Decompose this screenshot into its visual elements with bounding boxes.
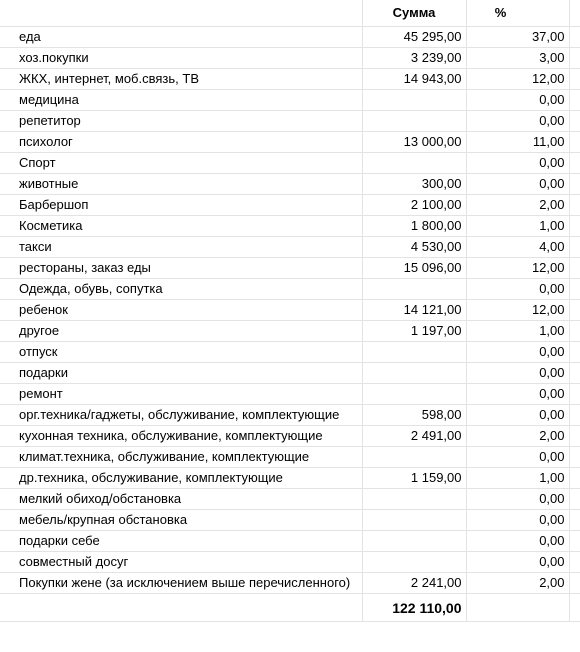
category-cell[interactable]: репетитор <box>0 111 362 132</box>
header-row <box>0 0 580 27</box>
edge-cell <box>569 468 580 489</box>
sum-cell[interactable] <box>362 510 466 531</box>
edge-cell <box>569 258 580 279</box>
edge-cell <box>569 27 580 48</box>
category-cell[interactable]: климат.техника, обслуживание, комплектующие <box>0 447 362 468</box>
edge-cell <box>569 321 580 342</box>
category-cell[interactable]: психолог <box>0 132 362 153</box>
sum-cell[interactable]: 598,00 <box>362 405 466 426</box>
sum-cell[interactable] <box>362 531 466 552</box>
percent-cell[interactable]: 4,00 <box>466 237 569 258</box>
edge-cell <box>569 300 580 321</box>
header-sum-cell[interactable]: Сумма <box>362 0 466 27</box>
category-cell[interactable]: орг.техника/гаджеты, обслуживание, комплектующие <box>0 405 362 426</box>
percent-cell[interactable]: 2,00 <box>466 573 569 594</box>
sum-cell[interactable]: 1 197,00 <box>362 321 466 342</box>
table-row <box>0 27 580 48</box>
table-row <box>0 426 580 447</box>
table-row <box>0 48 580 69</box>
edge-cell <box>569 48 580 69</box>
sum-cell[interactable] <box>362 447 466 468</box>
category-cell[interactable]: еда <box>0 27 362 48</box>
sum-cell[interactable] <box>362 111 466 132</box>
category-cell[interactable]: ЖКХ, интернет, моб.связь, ТВ <box>0 69 362 90</box>
table-row <box>0 531 580 552</box>
percent-cell[interactable]: 3,00 <box>466 48 569 69</box>
table-row <box>0 447 580 468</box>
category-cell[interactable]: Спорт <box>0 153 362 174</box>
table-row <box>0 363 580 384</box>
category-cell[interactable]: др.техника, обслуживание, комплектующие <box>0 468 362 489</box>
percent-cell[interactable]: 37,00 <box>466 27 569 48</box>
percent-cell[interactable]: 0,00 <box>466 279 569 300</box>
category-cell[interactable]: Покупки жене (за исключением выше перечисленного) <box>0 573 362 594</box>
percent-cell[interactable]: 12,00 <box>466 69 569 90</box>
table-row <box>0 342 580 363</box>
edge-cell <box>569 90 580 111</box>
edge-cell <box>569 174 580 195</box>
edge-cell <box>569 447 580 468</box>
table-row <box>0 195 580 216</box>
sum-cell[interactable]: 2 100,00 <box>362 195 466 216</box>
edge-cell <box>569 552 580 573</box>
sum-cell[interactable] <box>362 384 466 405</box>
category-cell[interactable]: другое <box>0 321 362 342</box>
edge-cell <box>569 384 580 405</box>
percent-cell[interactable]: 0,00 <box>466 111 569 132</box>
percent-cell[interactable]: 0,00 <box>466 531 569 552</box>
percent-cell[interactable]: 0,00 <box>466 174 569 195</box>
table-row <box>0 132 580 153</box>
edge-cell <box>569 405 580 426</box>
edge-cell <box>569 237 580 258</box>
sum-cell[interactable] <box>362 489 466 510</box>
edge-cell <box>569 195 580 216</box>
percent-cell[interactable]: 0,00 <box>466 363 569 384</box>
header-pct-cell[interactable]: % <box>466 0 569 27</box>
category-cell[interactable]: Косметика <box>0 216 362 237</box>
sum-cell[interactable] <box>362 90 466 111</box>
total-label-cell[interactable] <box>0 594 362 622</box>
table-row <box>0 90 580 111</box>
sum-cell[interactable]: 14 121,00 <box>362 300 466 321</box>
percent-cell[interactable]: 1,00 <box>466 468 569 489</box>
percent-cell[interactable]: 0,00 <box>466 405 569 426</box>
table-row <box>0 489 580 510</box>
table-row <box>0 468 580 489</box>
table-row <box>0 237 580 258</box>
edge-cell <box>569 363 580 384</box>
sum-cell[interactable]: 13 000,00 <box>362 132 466 153</box>
category-cell[interactable]: подарки себе <box>0 531 362 552</box>
percent-cell[interactable]: 1,00 <box>466 321 569 342</box>
category-cell[interactable]: мелкий обиход/обстановка <box>0 489 362 510</box>
sum-cell[interactable]: 1 159,00 <box>362 468 466 489</box>
percent-cell[interactable]: 0,00 <box>466 342 569 363</box>
sum-cell[interactable]: 14 943,00 <box>362 69 466 90</box>
edge-cell <box>569 510 580 531</box>
sum-cell[interactable] <box>362 363 466 384</box>
edge-cell <box>569 342 580 363</box>
edge-cell <box>569 0 580 27</box>
edge-cell <box>569 216 580 237</box>
category-cell[interactable]: животные <box>0 174 362 195</box>
percent-cell[interactable]: 0,00 <box>466 90 569 111</box>
edge-cell <box>569 132 580 153</box>
category-cell[interactable]: Одежда, обувь, сопутка <box>0 279 362 300</box>
table-row <box>0 552 580 573</box>
edge-cell <box>569 279 580 300</box>
edge-cell <box>569 111 580 132</box>
edge-cell <box>569 573 580 594</box>
total-percent-cell[interactable] <box>466 594 569 622</box>
edge-cell <box>569 426 580 447</box>
category-cell[interactable]: отпуск <box>0 342 362 363</box>
category-cell[interactable]: кухонная техника, обслуживание, комплектующие <box>0 426 362 447</box>
sum-cell[interactable]: 2 491,00 <box>362 426 466 447</box>
edge-cell <box>569 489 580 510</box>
sum-cell[interactable]: 1 800,00 <box>362 216 466 237</box>
percent-cell[interactable]: 0,00 <box>466 447 569 468</box>
percent-cell[interactable]: 11,00 <box>466 132 569 153</box>
total-row <box>0 594 580 622</box>
edge-cell <box>569 153 580 174</box>
table-row <box>0 321 580 342</box>
category-cell[interactable]: совместный досуг <box>0 552 362 573</box>
sum-cell[interactable]: 2 241,00 <box>362 573 466 594</box>
category-cell[interactable]: медицина <box>0 90 362 111</box>
edge-cell <box>569 69 580 90</box>
total-sum-cell[interactable]: 122 110,00 <box>362 594 466 622</box>
percent-cell[interactable]: 0,00 <box>466 384 569 405</box>
percent-cell[interactable]: 0,00 <box>466 489 569 510</box>
header-name-cell[interactable] <box>0 0 362 27</box>
percent-cell[interactable]: 0,00 <box>466 153 569 174</box>
category-cell[interactable]: ребенок <box>0 300 362 321</box>
category-cell[interactable]: мебель/крупная обстановка <box>0 510 362 531</box>
table-row <box>0 510 580 531</box>
table-row <box>0 69 580 90</box>
sum-cell[interactable]: 4 530,00 <box>362 237 466 258</box>
table-row <box>0 405 580 426</box>
category-cell[interactable]: хоз.покупки <box>0 48 362 69</box>
table-row <box>0 279 580 300</box>
sum-cell[interactable]: 3 239,00 <box>362 48 466 69</box>
table-row <box>0 153 580 174</box>
table-row <box>0 111 580 132</box>
table-row <box>0 216 580 237</box>
edge-cell <box>569 531 580 552</box>
category-cell[interactable]: подарки <box>0 363 362 384</box>
table-row <box>0 258 580 279</box>
category-cell[interactable]: рестораны, заказ еды <box>0 258 362 279</box>
percent-cell[interactable]: 1,00 <box>466 216 569 237</box>
sum-cell[interactable] <box>362 279 466 300</box>
sum-cell[interactable]: 45 295,00 <box>362 27 466 48</box>
category-cell[interactable]: Барбершоп <box>0 195 362 216</box>
table-row <box>0 573 580 594</box>
category-cell[interactable]: ремонт <box>0 384 362 405</box>
sum-cell[interactable] <box>362 342 466 363</box>
percent-cell[interactable]: 0,00 <box>466 552 569 573</box>
percent-cell[interactable]: 0,00 <box>466 510 569 531</box>
percent-cell[interactable]: 12,00 <box>466 300 569 321</box>
table-row <box>0 384 580 405</box>
table-row <box>0 174 580 195</box>
percent-cell[interactable]: 2,00 <box>466 426 569 447</box>
category-cell[interactable]: такси <box>0 237 362 258</box>
percent-cell[interactable]: 12,00 <box>466 258 569 279</box>
sum-cell[interactable] <box>362 153 466 174</box>
table-row <box>0 300 580 321</box>
sum-cell[interactable]: 15 096,00 <box>362 258 466 279</box>
percent-cell[interactable]: 2,00 <box>466 195 569 216</box>
sum-cell[interactable]: 300,00 <box>362 174 466 195</box>
sum-cell[interactable] <box>362 552 466 573</box>
edge-cell <box>569 594 580 622</box>
